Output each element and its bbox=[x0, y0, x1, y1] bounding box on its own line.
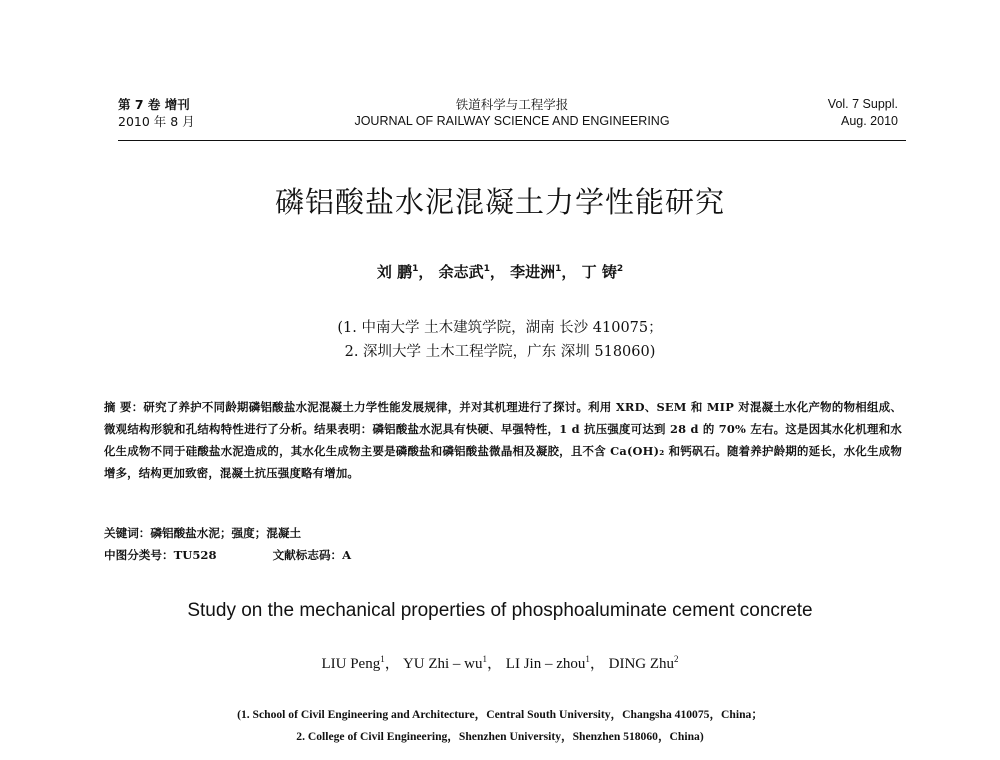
author-affiliation-mark: 2 bbox=[674, 654, 679, 664]
document-code-value: A bbox=[342, 548, 352, 562]
paper-title-en: Study on the mechanical properties of phosphoaluminate cement concrete bbox=[187, 600, 813, 621]
journal-name-cn: 铁道科学与工程学报 bbox=[455, 97, 569, 112]
author-list-en bbox=[0, 654, 1000, 674]
author-name: DING Zhu bbox=[608, 656, 675, 672]
affiliation-line: 2. 深圳大学 土木工程学院，广东 深圳 518060) bbox=[344, 344, 656, 360]
classification-value: TU528 bbox=[173, 548, 217, 562]
affiliation-line: (1. 中南大学 土木建筑学院，湖南 长沙 410075； bbox=[337, 320, 663, 336]
author-affiliation-mark: 1 bbox=[483, 264, 490, 274]
author-separator: ， bbox=[489, 263, 505, 281]
journal-name-en: JOURNAL OF RAILWAY SCIENCE AND ENGINEERING bbox=[354, 114, 670, 128]
author-separator: ， bbox=[487, 656, 503, 672]
author-affiliation-mark: 1 bbox=[380, 654, 385, 664]
author-separator: ， bbox=[384, 656, 400, 672]
running-header bbox=[118, 96, 906, 141]
keywords bbox=[104, 523, 301, 543]
header-volume-info bbox=[828, 96, 898, 130]
keywords-label: 关键词： bbox=[104, 526, 151, 540]
author-affiliation-mark: 2 bbox=[616, 264, 624, 274]
affiliation-line: 2. College of Civil Engineering，Shenzhen University，Shenzhen 518060，China) bbox=[296, 730, 704, 743]
classification-line bbox=[104, 545, 351, 565]
author-name: 李进洲 bbox=[510, 263, 556, 281]
author-name: 刘 鹏 bbox=[376, 263, 413, 281]
author-affiliation-mark: 1 bbox=[555, 264, 562, 274]
author-affiliation-mark: 1 bbox=[412, 264, 419, 274]
author-affiliation-mark: 1 bbox=[482, 654, 488, 664]
paper-title-cn: 磷铝酸盐水泥混凝土力学性能研究 bbox=[274, 185, 725, 219]
author-name: LI Jin – zhou bbox=[505, 656, 586, 672]
author-name: YU Zhi – wu bbox=[402, 656, 483, 672]
abstract bbox=[104, 396, 902, 484]
abstract-label: 摘 要： bbox=[104, 400, 144, 414]
affiliations-cn bbox=[0, 316, 1000, 364]
author-name: 余志武 bbox=[438, 263, 484, 281]
author-name: LIU Peng bbox=[321, 656, 381, 672]
header-issue: 第 7 卷 增刊 bbox=[118, 97, 190, 112]
author-name: 丁 铸 bbox=[581, 263, 617, 281]
affiliation-line: (1. School of Civil Engineering and Architecture，Central South University，Changsha 410075，China； bbox=[237, 708, 763, 721]
affiliations-en bbox=[0, 704, 1000, 748]
header-journal bbox=[118, 96, 906, 130]
abstract-text: 研究了养护不同龄期磷铝酸盐水泥混凝土力学性能发展规律，并对其机理进行了探讨。利用 XRD、SEM 和 MIP 对混凝土水化产物的物相组成、微观结构形貌和孔结构特性进行了分析。结果表明：磷铝酸盐水泥具有快硬、早强特性，1 d 抗压强度可达到 28 d 的 70% 左右。这是因其水化机理和水化生成物不同于硅酸盐水泥造成的，其水化生成物主要是磷酸盐和磷铝酸盐微晶相及凝胶，且不含 Ca(OH)₂ 和钙矾石。随着养护龄期的延长，水化生成物增多，结构更加致密，混凝土抗压强度略有增加。 bbox=[104, 400, 902, 480]
author-separator: ， bbox=[589, 656, 605, 672]
author-separator: ， bbox=[418, 263, 434, 281]
header-date-en: Aug. 2010 bbox=[841, 114, 898, 128]
header-volume: Vol. 7 Suppl. bbox=[827, 97, 898, 111]
document-code-label: 文献标志码： bbox=[272, 548, 343, 562]
keywords-text: 磷铝酸盐水泥；强度；混凝土 bbox=[150, 526, 302, 540]
author-list-cn bbox=[0, 262, 1000, 282]
author-separator: ， bbox=[561, 263, 577, 281]
header-date-cn: 2010 年 8 月 bbox=[118, 114, 195, 129]
classification-label: 中图分类号： bbox=[104, 548, 174, 562]
author-affiliation-mark: 1 bbox=[585, 654, 590, 664]
